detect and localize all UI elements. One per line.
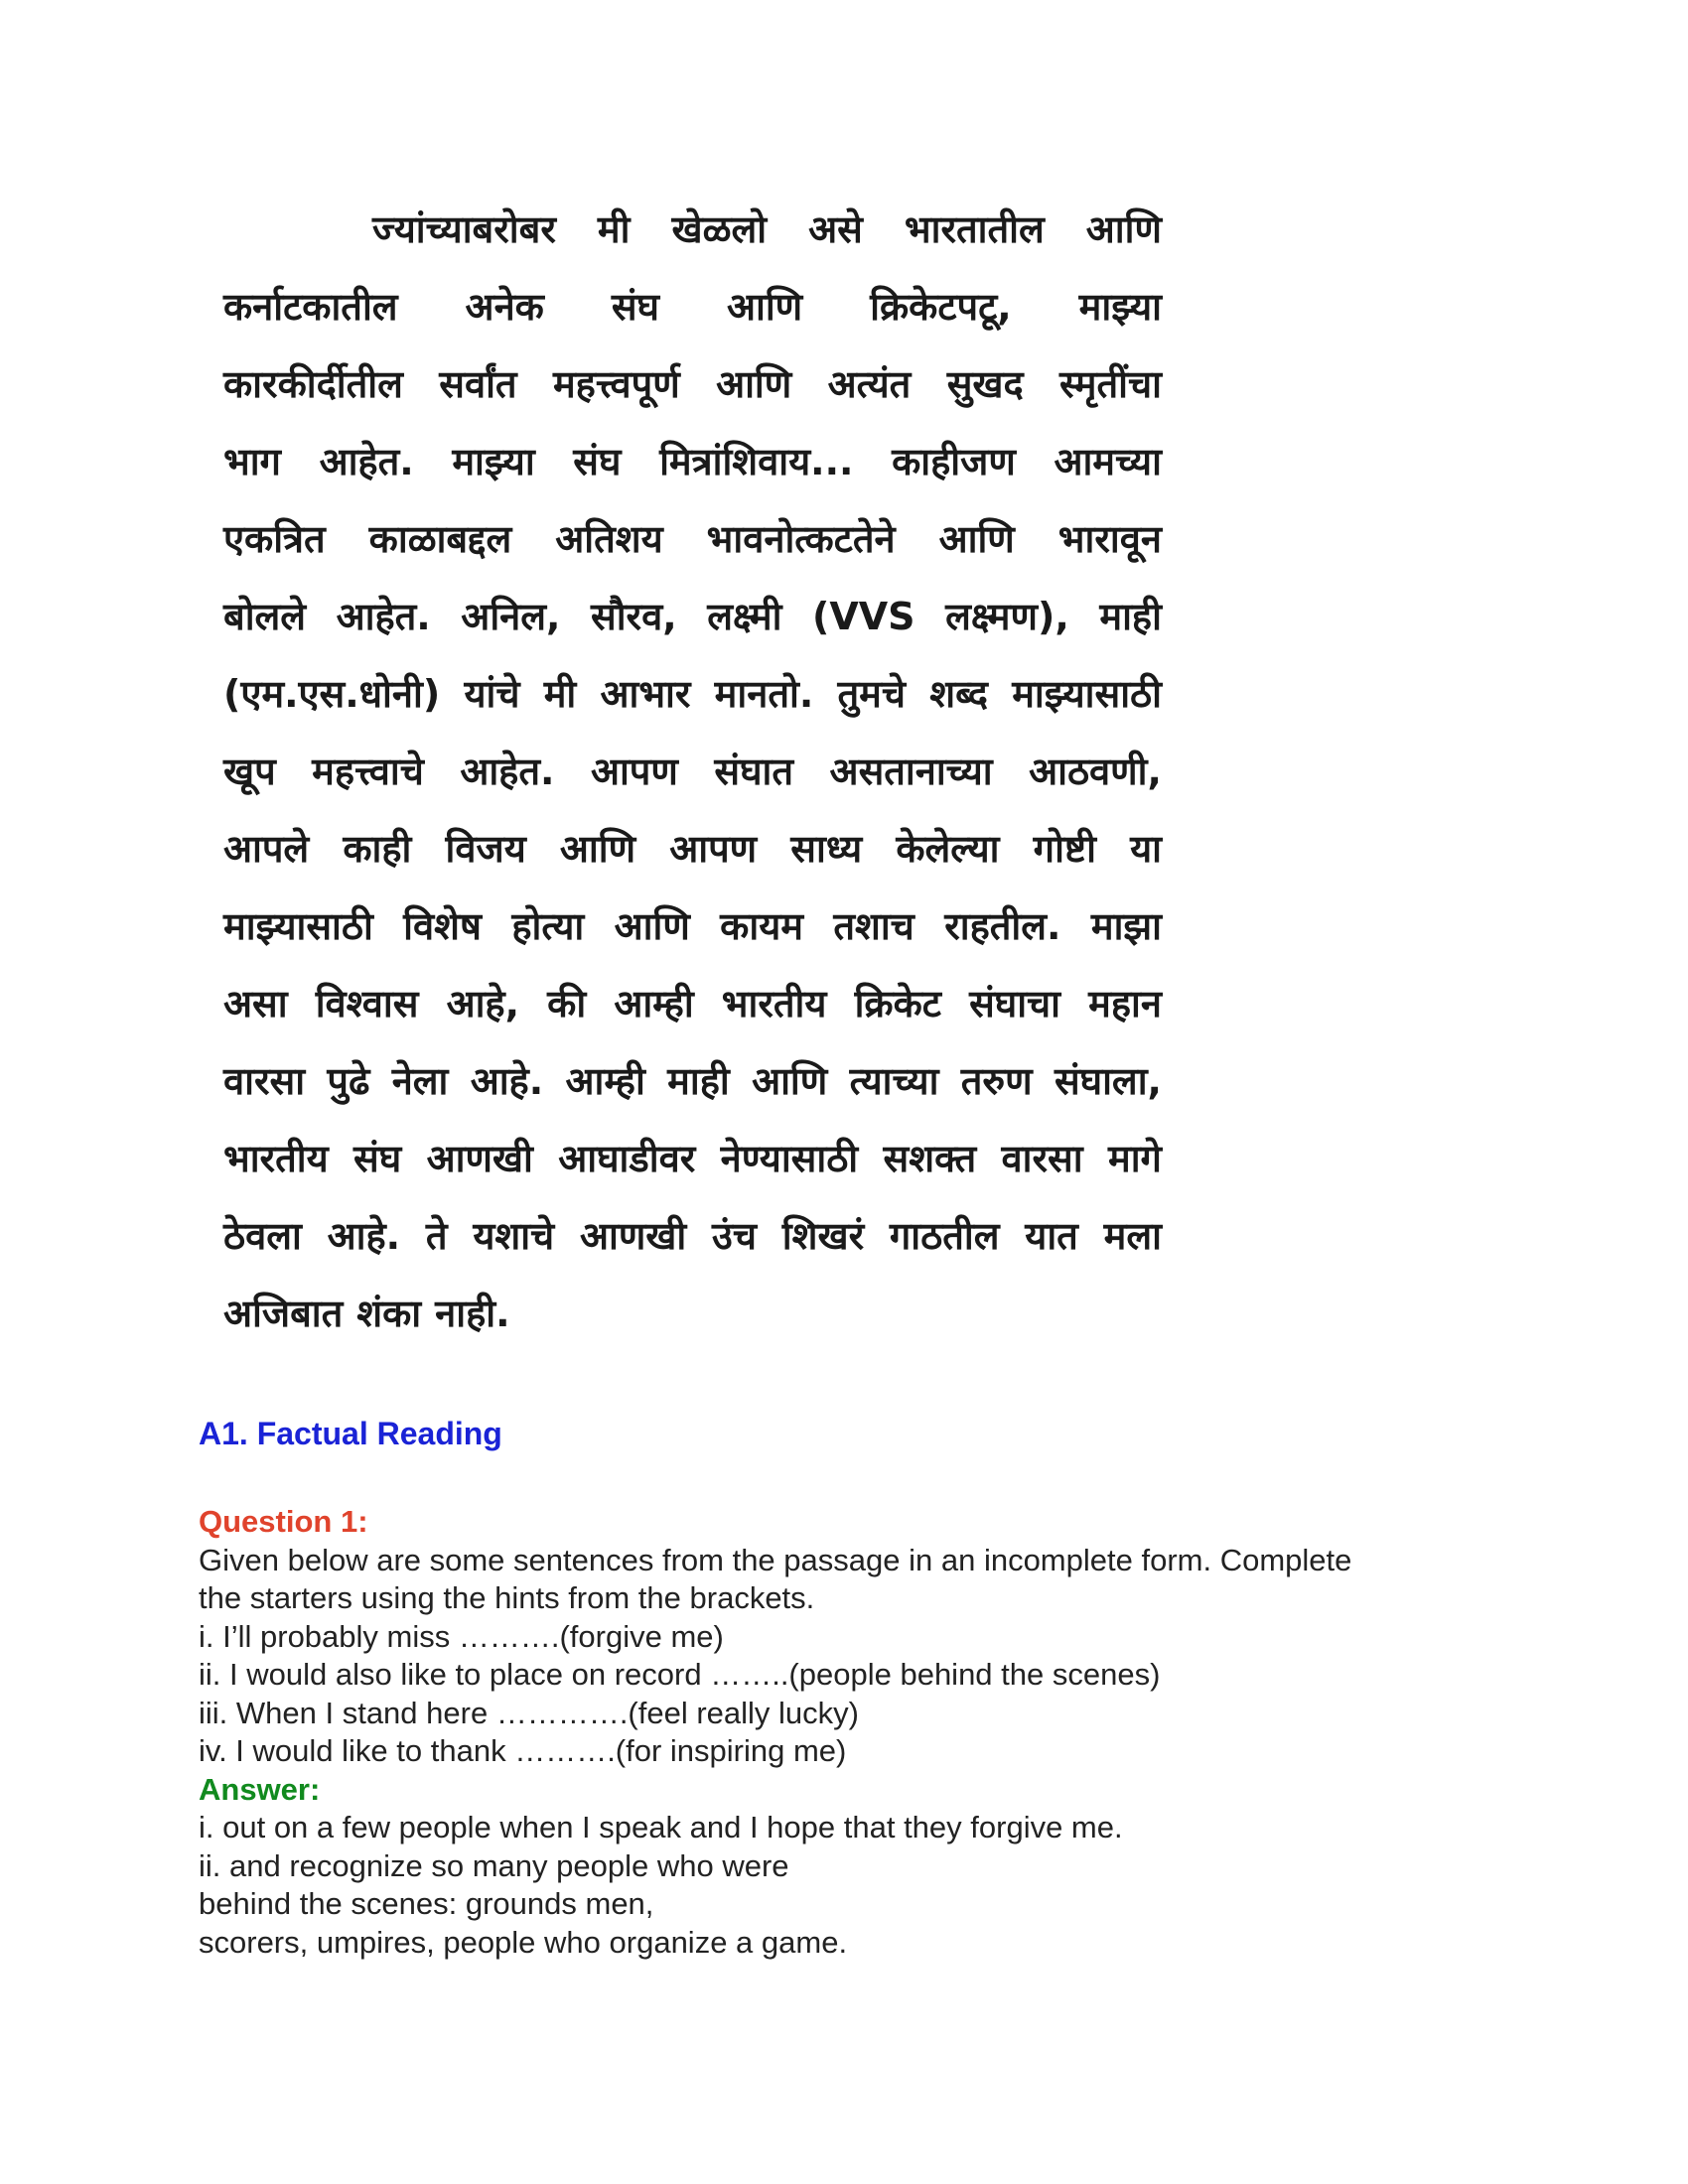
passage-line — [223, 1197, 1162, 1275]
passage-word: संघ — [573, 440, 622, 483]
passage-word: आहेत. — [319, 440, 414, 483]
passage-word: यात — [1025, 1214, 1078, 1258]
passage-line — [223, 810, 1162, 887]
passage-word: माही — [667, 1059, 730, 1103]
passage-word: सर्वांत — [439, 362, 517, 406]
passage-word: वारसा — [1001, 1137, 1083, 1180]
passage-word: संघाचा — [969, 982, 1061, 1025]
passage-line — [223, 887, 1162, 965]
passage-word: आहे, — [446, 982, 520, 1025]
passage-word: काळाबद्दल — [368, 517, 512, 561]
passage-word: अनिल, — [461, 595, 561, 638]
passage-line — [223, 965, 1162, 1042]
passage-word: माझ्या — [452, 440, 535, 483]
passage-word: या — [1130, 827, 1162, 871]
passage-line — [223, 578, 1162, 655]
passage-line — [223, 191, 1162, 268]
passage-word: असा — [223, 982, 288, 1025]
passage-word: वारसा — [223, 1059, 306, 1103]
question-item: iii. When I stand here ………….(feel really lucky) — [199, 1695, 859, 1730]
question-item: iv. I would like to thank ……….(for inspiring me) — [199, 1733, 847, 1768]
passage-word: विजय — [445, 827, 526, 871]
passage-word: भावनोत्कटतेने — [706, 517, 896, 561]
passage-word: विशेष — [403, 904, 482, 948]
passage-word: अनेक — [465, 285, 544, 329]
passage-word: आणखी — [579, 1214, 687, 1258]
passage-word: सौरव, — [591, 595, 677, 638]
passage-word: आपले — [223, 827, 310, 871]
passage-line — [223, 1275, 1162, 1352]
passage-word: आठवणी, — [1029, 750, 1162, 793]
passage-word: यांचे — [464, 672, 520, 716]
question-label: Question 1: — [199, 1504, 368, 1539]
passage-word: पुढे — [327, 1059, 370, 1103]
answer-line: scorers, umpires, people who organize a game. — [199, 1924, 848, 1960]
passage-word: संघ — [353, 1137, 402, 1180]
question-item: i. I’ll probably miss ……….(forgive me) — [199, 1618, 724, 1654]
passage-word: (एम.एस.धोनी) — [223, 672, 441, 716]
passage-word: मी — [597, 207, 631, 251]
passage-word: लक्ष्मण), — [945, 595, 1069, 638]
question-item: ii. I would also like to place on record ……..(people behind the scenes) — [199, 1657, 1161, 1692]
passage-word: आणि — [1085, 207, 1162, 251]
passage-line — [223, 268, 1162, 345]
passage-word: असतानाच्या — [829, 750, 993, 793]
passage-word: शिखरं — [781, 1214, 865, 1258]
passage-line — [223, 1120, 1162, 1197]
passage-word: सुखद — [946, 362, 1024, 406]
passage-word: असे — [808, 207, 863, 251]
passage-word: (VVS — [812, 595, 915, 638]
section-heading: A1. Factual Reading — [199, 1416, 502, 1451]
passage-word: माही — [1099, 595, 1162, 638]
answer-line: i. out on a few people when I speak and I hope that they forgive me. — [199, 1810, 1123, 1844]
passage-line — [223, 655, 1162, 733]
passage-word: संघात — [714, 750, 794, 793]
passage-word: आणखी — [426, 1137, 533, 1180]
passage-word: माझ्यासाठी — [223, 904, 373, 948]
passage-word: मित्रांशिवाय... — [659, 440, 854, 483]
passage-word: आणि — [938, 517, 1015, 561]
passage-word: ते — [425, 1214, 448, 1258]
answer-line: behind the scenes: grounds men, — [199, 1886, 654, 1921]
passage-line — [223, 500, 1162, 578]
passage-word: आपण — [590, 750, 678, 793]
passage-word: भारतीय — [721, 982, 827, 1025]
passage-word: मानतो. — [714, 672, 814, 716]
passage-word: महान — [1088, 982, 1162, 1025]
passage-word: ज्यांच्याबरोबर — [372, 207, 556, 251]
passage-word: महत्त्वाचे — [312, 750, 424, 793]
passage-word: केलेल्या — [896, 827, 1000, 871]
passage-word: त्याच्या — [849, 1059, 939, 1103]
question-prompt: Given below are some sentences from the passage in an incomplete form. Complete — [199, 1542, 1352, 1577]
passage-word: तुमचे — [837, 672, 907, 716]
passage-line — [223, 1042, 1162, 1120]
passage-word: सशक्त — [883, 1137, 977, 1180]
passage-word: संघाला, — [1054, 1059, 1162, 1103]
passage-word: अजिबात — [223, 1292, 344, 1335]
passage-word: आहेत. — [336, 595, 431, 638]
passage-word: आपण — [669, 827, 758, 871]
passage-word: माझा — [1090, 904, 1162, 948]
passage-word: आणि — [559, 827, 636, 871]
passage-word: काहीजण — [892, 440, 1016, 483]
passage-word: खेळलो — [671, 207, 768, 251]
passage-word: मला — [1103, 1214, 1162, 1258]
passage-word: आम्ही — [565, 1059, 645, 1103]
passage-word: संघ — [611, 285, 659, 329]
passage-word: भारतातील — [904, 207, 1045, 251]
marathi-passage — [223, 191, 1162, 1352]
passage-word: नेण्यासाठी — [720, 1137, 859, 1180]
passage-word: विश्वास — [315, 982, 419, 1025]
passage-word: गाठतील — [889, 1214, 1000, 1258]
passage-word: यशाचे — [473, 1214, 555, 1258]
english-section — [199, 1414, 1489, 1962]
passage-word: नाही. — [435, 1292, 510, 1335]
passage-word: अतिशय — [555, 517, 663, 561]
answer-label: Answer: — [199, 1771, 321, 1807]
passage-word: राहतील. — [944, 904, 1061, 948]
passage-word: आहे. — [470, 1059, 544, 1103]
passage-word: भारावून — [1057, 517, 1162, 561]
passage-word: एकत्रित — [223, 517, 326, 561]
passage-word: आणि — [752, 1059, 828, 1103]
passage-word: आणि — [614, 904, 690, 948]
passage-word: बोलले — [223, 595, 307, 638]
passage-word: उंच — [712, 1214, 757, 1258]
passage-word: क्रिकेट — [854, 982, 941, 1025]
passage-word: स्मृतींचा — [1059, 362, 1162, 406]
passage-word: शब्द — [929, 672, 988, 716]
passage-word: खूप — [223, 750, 276, 793]
passage-word: मी — [543, 672, 577, 716]
passage-word: क्रिकेटपटू, — [870, 285, 1012, 329]
passage-word: नेला — [391, 1059, 449, 1103]
passage-word: ठेवला — [223, 1214, 302, 1258]
passage-word: अत्यंत — [827, 362, 912, 406]
passage-word: भारतीय — [223, 1137, 329, 1180]
passage-word: की — [547, 982, 587, 1025]
passage-word: आभार — [600, 672, 691, 716]
passage-word: काही — [343, 827, 412, 871]
passage-word: गोष्टी — [1033, 827, 1096, 871]
passage-line — [223, 423, 1162, 500]
passage-word: तशाच — [833, 904, 914, 948]
passage-word: आम्ही — [614, 982, 694, 1025]
passage-word: मागे — [1107, 1137, 1162, 1180]
passage-word: साध्य — [790, 827, 863, 871]
passage-word: भाग — [223, 440, 281, 483]
passage-word: होत्या — [511, 904, 585, 948]
passage-word: महत्त्वपूर्ण — [552, 362, 680, 406]
passage-word: कारकीर्दीतील — [223, 362, 403, 406]
passage-word: आणि — [726, 285, 803, 329]
passage-word: आहे. — [327, 1214, 401, 1258]
passage-line — [223, 733, 1162, 810]
answer-line: ii. and recognize so many people who were — [199, 1847, 789, 1883]
passage-word: शंका — [356, 1292, 422, 1335]
passage-word: आणि — [716, 362, 792, 406]
passage-word: कर्नाटकातील — [223, 285, 398, 329]
passage-word: कायम — [720, 904, 803, 948]
passage-word: आघाडीवर — [558, 1137, 696, 1180]
passage-word: तरुण — [960, 1059, 1033, 1103]
passage-word: लक्ष्मी — [707, 595, 782, 638]
question-prompt-cont: the starters using the hints from the brackets. — [199, 1580, 815, 1615]
passage-line — [223, 345, 1162, 423]
passage-word: माझ्यासाठी — [1012, 672, 1162, 716]
passage-word: आमच्या — [1054, 440, 1162, 483]
passage-word: आहेत. — [460, 750, 555, 793]
passage-word: माझ्या — [1078, 285, 1162, 329]
